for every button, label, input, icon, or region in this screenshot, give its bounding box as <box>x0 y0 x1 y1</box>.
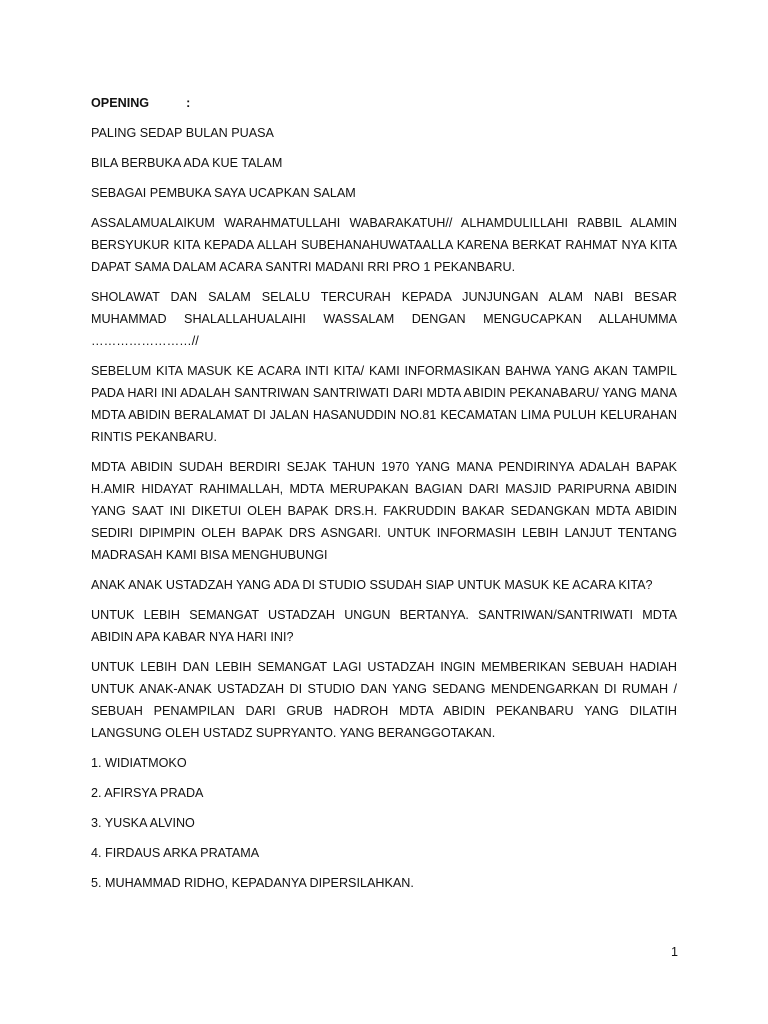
question-paragraph: ANAK ANAK USTADZAH YANG ADA DI STUDIO SSUDAH SIAP UNTUK MASUK KE ACARA KITA? <box>91 578 653 592</box>
list-item: 5. MUHAMMAD RIDHO, KEPADANYA DIPERSILAHKAN. <box>91 876 414 890</box>
performance-paragraph: UNTUK LEBIH DAN LEBIH SEMANGAT LAGI USTADZAH INGIN MEMBERIKAN SEBUAH HADIAH UNTUK ANAK-ANAK USTADZAH DI STUDIO DAN YANG SEDANG MENDENGARKAN DI RUMAH / SEBUAH PENAMPILAN DARI GRUB HADROH MDTA ABIDIN PEKANBARU YANG DILATIH LANGSUNG OLEH USTADZ SUPRYANTO. YANG BERANGGOTAKAN. <box>91 660 677 740</box>
list-item: 4. FIRDAUS ARKA PRATAMA <box>91 846 260 860</box>
verse-line-1: PALING SEDAP BULAN PUASA <box>91 126 274 140</box>
page-number: 1 <box>670 945 678 959</box>
opening-colon: : <box>186 96 191 110</box>
history-paragraph: MDTA ABIDIN SUDAH BERDIRI SEJAK TAHUN 1970 YANG MANA PENDIRINYA ADALAH BAPAK H.AMIR HIDAYAT RAHIMALLAH, MDTA MERUPAKAN BAGIAN DARI MASJID PARIPURNA ABIDIN YANG SAAT INI DIKETUI OLEH BAPAK DRS.H. FAKRUDDIN BAKAR SEDANGKAN MDTA ABIDIN SEDIRI DIPIMPIN OLEH BAPAK DRS ASNGARI. UNTUK INFORMASIH LEBIH LANJUT TENTANG MADRASAH KAMI BISA MENGHUBUNGI <box>91 460 677 562</box>
document-page <box>91 92 677 902</box>
member-list <box>91 752 677 894</box>
verse-line-2: BILA BERBUKA ADA KUE TALAM <box>91 156 283 170</box>
list-item: 1. WIDIATMOKO <box>91 756 187 770</box>
verse-line-3: SEBAGAI PEMBUKA SAYA UCAPKAN SALAM <box>91 186 356 200</box>
opening-label: OPENING <box>91 96 150 110</box>
intro-paragraph: SEBELUM KITA MASUK KE ACARA INTI KITA/ KAMI INFORMASIKAN BAHWA YANG AKAN TAMPIL PADA HARI INI ADALAH SANTRIWAN SANTRIWATI DARI MDTA ABIDIN PEKANABARU/ YANG MANA MDTA ABIDIN BERALAMAT DI JALAN HASANUDDIN NO.81 KECAMATAN LIMA PULUH KELURAHAN RINTIS PEKANBARU. <box>91 364 677 444</box>
sholawat-paragraph: SHOLAWAT DAN SALAM SELALU TERCURAH KEPADA JUNJUNGAN ALAM NABI BESAR MUHAMMAD SHALALLAHUALAIHI WASSALAM DENGAN MENGUCAPKAN ALLAHUMMA ……………………// <box>91 290 677 348</box>
opening-heading <box>91 92 677 114</box>
list-item: 3. YUSKA ALVINO <box>91 816 195 830</box>
list-item: 2. AFIRSYA PRADA <box>91 786 204 800</box>
greeting-paragraph: ASSALAMUALAIKUM WARAHMATULLAHI WABARAKATUH// ALHAMDULILLAHI RABBIL ALAMIN BERSYUKUR KITA KEPADA ALLAH SUBEHANAHUWATAALLA KARENA BERKAT RAHMAT NYA KITA DAPAT SAMA DALAM ACARA SANTRI MADANI RRI PRO 1 PEKANBARU. <box>91 216 677 274</box>
greeting-question-paragraph: UNTUK LEBIH SEMANGAT USTADZAH UNGUN BERTANYA. SANTRIWAN/SANTRIWATI MDTA ABIDIN APA KABAR NYA HARI INI? <box>91 608 677 644</box>
